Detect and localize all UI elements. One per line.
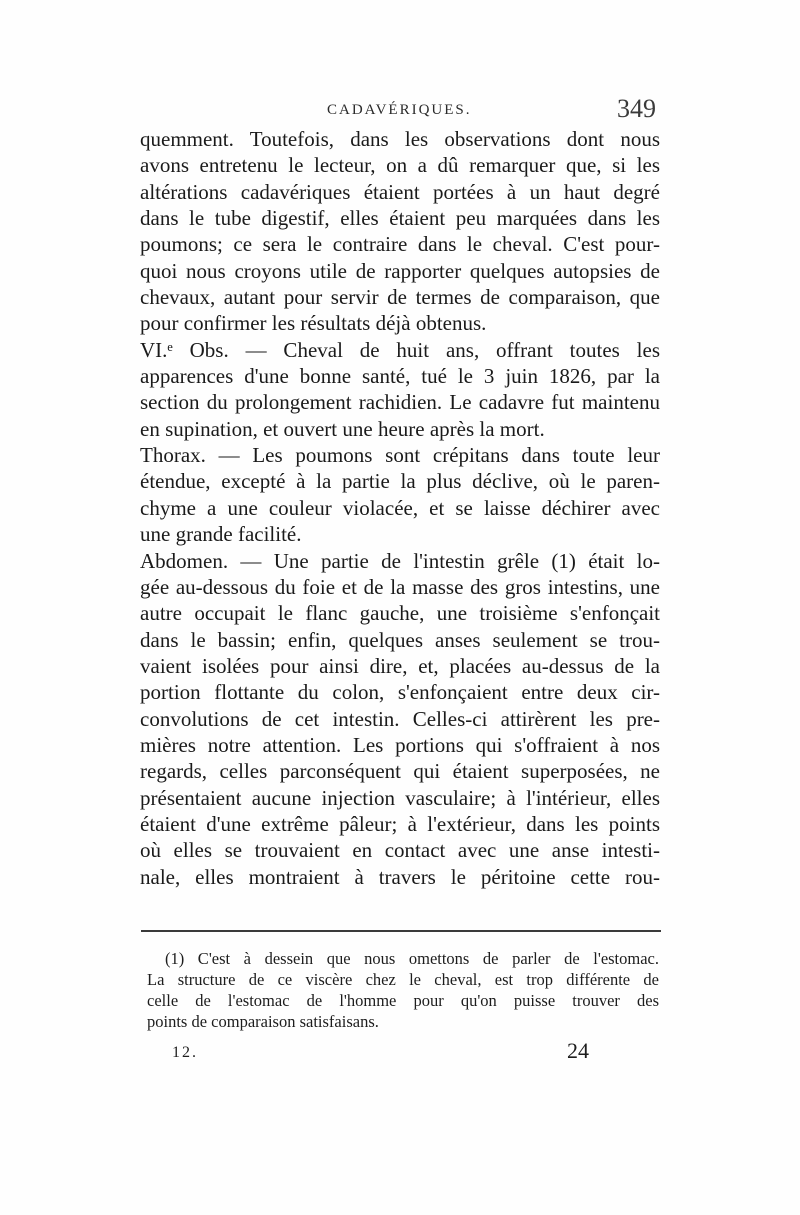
footnote-rule — [141, 930, 661, 932]
footnote-line: celle de l'estomac de l'homme pour qu'on puisse trouver des — [147, 991, 659, 1010]
page-number: 349 — [617, 94, 656, 123]
text-line: autre occupait le flanc gauche, une troisième s'enfonçait — [140, 601, 660, 626]
text-line: avons entretenu le lecteur, on a dû remarquer que, si les — [140, 153, 660, 178]
gathering-mark: 24 — [567, 1038, 589, 1063]
footnote-line: (1) C'est à dessein que nous omettons de parler de l'estomac. — [165, 949, 659, 968]
text-line: Thorax. — Les poumons sont crépitans dans toute leur — [140, 443, 660, 468]
footnote-line: La structure de ce viscère chez le cheval, est trop différente de — [147, 970, 659, 989]
page-footer — [0, 1040, 800, 1070]
text-line: dans le bassin; enfin, quelques anses seulement se trou- — [140, 627, 660, 652]
footnote — [147, 948, 659, 1032]
running-title: CADAVÉRIQUES. — [327, 102, 472, 118]
text-line: gée au-dessous du foie et de la masse des gros intestins, une — [140, 574, 660, 599]
text-line: vaient isolées pour ainsi dire, et, placées au-dessus de la — [140, 653, 660, 678]
text-line: chyme a une couleur violacée, et se laisse déchirer avec — [140, 495, 660, 520]
text-line: étendue, excepté à la partie la plus déclive, où le paren- — [140, 469, 660, 494]
text-line: pour confirmer les résultats déjà obtenus. — [140, 311, 487, 336]
footnote-line: points de comparaison satisfaisans. — [147, 1012, 379, 1031]
text-line: dans le tube digestif, elles étaient peu marquées dans les — [140, 206, 660, 231]
text-line: VI.ᵉ Obs. — Cheval de huit ans, offrant toutes les — [140, 337, 660, 362]
running-head — [0, 94, 800, 128]
text-line: apparences d'une bonne santé, tué le 3 juin 1826, par la — [140, 364, 660, 389]
text-line: chevaux, autant pour servir de termes de comparaison, que — [140, 285, 660, 310]
text-line: Abdomen. — Une partie de l'intestin grêle (1) était lo- — [140, 548, 660, 573]
text-line: poumons; ce sera le contraire dans le cheval. C'est pour- — [140, 232, 660, 257]
text-line: altérations cadavériques étaient portées à un haut degré — [140, 179, 660, 204]
text-line: convolutions de cet intestin. Celles-ci attirèrent les pre- — [140, 706, 660, 731]
text-line: section du prolongement rachidien. Le cadavre fut maintenu — [140, 390, 660, 415]
text-line: portion flottante du colon, s'enfonçaient entre deux cir- — [140, 680, 660, 705]
text-line: mières notre attention. Les portions qui s'offraient à nos — [140, 732, 660, 757]
text-line: où elles se trouvaient en contact avec une anse intesti- — [140, 838, 660, 863]
text-line: une grande facilité. — [140, 522, 302, 547]
text-line: nale, elles montraient à travers le péritoine cette rou- — [140, 864, 660, 889]
text-line: quoi nous croyons utile de rapporter quelques autopsies de — [140, 258, 660, 283]
text-line: présentaient aucune injection vasculaire; à l'intérieur, elles — [140, 785, 660, 810]
body-text — [140, 126, 660, 890]
text-line: quemment. Toutefois, dans les observations dont nous — [140, 127, 660, 151]
text-line: regards, celles parconséquent qui étaient superposées, ne — [140, 759, 660, 784]
signature-mark: 12. — [172, 1044, 198, 1061]
text-line: en supination, et ouvert une heure après la mort. — [140, 416, 545, 441]
text-line: étaient d'une extrême pâleur; à l'extérieur, dans les points — [140, 811, 660, 836]
